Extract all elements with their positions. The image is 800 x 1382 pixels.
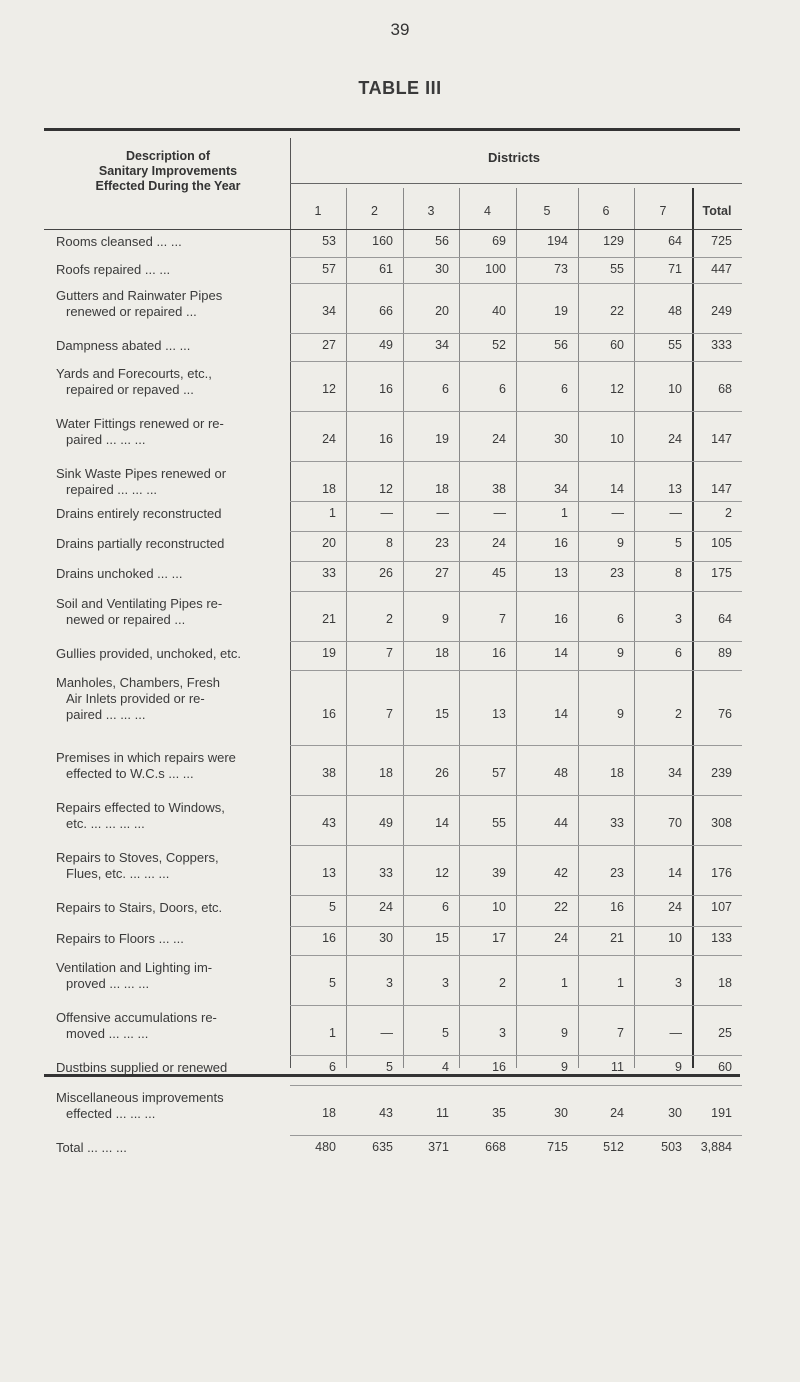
cell-district-7: 3	[675, 976, 682, 990]
cell-district-2: 24	[379, 900, 393, 914]
cell-district-2: —	[380, 506, 393, 520]
cell-district-5: 16	[554, 612, 568, 626]
cell-total: 3,884	[700, 1140, 732, 1154]
cell-district-6: 24	[610, 1106, 624, 1120]
row-description-line: Total ... ... ...	[56, 1140, 127, 1155]
cell-total: 333	[711, 338, 732, 352]
cell-district-5: 6	[561, 382, 568, 396]
cell-district-5: 16	[554, 536, 568, 550]
cell-district-3: 5	[442, 1026, 449, 1040]
cell-district-4: 7	[499, 612, 506, 626]
cell-district-4: 100	[485, 262, 506, 276]
row-description-line: Drains entirely reconstructed	[56, 506, 222, 521]
cell-district-6: 1	[617, 976, 624, 990]
cell-district-7: —	[669, 1026, 682, 1040]
cell-district-6: 9	[617, 536, 624, 550]
cell-district-5: 9	[561, 1060, 568, 1074]
cell-total: 2	[725, 506, 732, 520]
cell-district-6: 16	[610, 900, 624, 914]
cell-district-7: 503	[661, 1140, 682, 1154]
row-rule	[290, 561, 742, 562]
column-header-district-7: 7	[659, 204, 667, 218]
column-header-district-3: 3	[427, 204, 435, 218]
cell-district-3: 15	[435, 931, 449, 945]
row-description	[56, 288, 290, 320]
row-rule	[290, 845, 742, 846]
cell-total: 191	[711, 1106, 732, 1120]
row-description-line: Ventilation and Lighting im-	[56, 960, 213, 975]
cell-total: 68	[718, 382, 732, 396]
row-rule	[290, 591, 742, 592]
row-rule	[290, 1005, 742, 1006]
cell-district-1: 16	[322, 707, 336, 721]
cell-district-2: 2	[386, 612, 393, 626]
cell-district-2: 160	[372, 234, 393, 248]
cell-district-7: 64	[668, 234, 682, 248]
column-header-district-6: 6	[602, 204, 610, 218]
cell-district-1: 27	[322, 338, 336, 352]
row-description-line: Dampness abated ... ...	[56, 338, 191, 353]
row-description	[56, 536, 290, 552]
row-description	[56, 506, 290, 522]
row-rule	[290, 411, 742, 412]
cell-district-1: 57	[322, 262, 336, 276]
cell-district-2: 8	[386, 536, 393, 550]
row-description	[56, 960, 290, 992]
row-description-line: Dustbins supplied or renewed	[56, 1060, 228, 1075]
cell-district-7: 10	[668, 931, 682, 945]
cell-district-1: 480	[315, 1140, 336, 1154]
row-description-line: Miscellaneous improvements	[56, 1090, 224, 1105]
cell-total: 133	[711, 931, 732, 945]
description-header-line: Sanitary Improvements	[98, 164, 238, 178]
cell-district-2: 61	[379, 262, 393, 276]
cell-district-1: 33	[322, 566, 336, 580]
cell-total: 308	[711, 816, 732, 830]
cell-district-1: 24	[322, 432, 336, 446]
cell-district-7: 24	[668, 432, 682, 446]
cell-district-4: 38	[492, 482, 506, 496]
row-description-line: Rooms cleansed ... ...	[56, 234, 182, 249]
cell-district-2: 12	[379, 482, 393, 496]
row-description	[56, 1140, 290, 1156]
cell-district-1: 18	[322, 482, 336, 496]
cell-total: 176	[711, 866, 732, 880]
cell-district-6: 512	[603, 1140, 624, 1154]
cell-total: 249	[711, 304, 732, 318]
row-rule	[290, 955, 742, 956]
cell-district-5: 1	[561, 506, 568, 520]
cell-district-4: 39	[492, 866, 506, 880]
cell-district-3: 6	[442, 382, 449, 396]
cell-district-1: 53	[322, 234, 336, 248]
row-description-line: Gullies provided, unchoked, etc.	[56, 646, 241, 661]
cell-district-4: 55	[492, 816, 506, 830]
cell-district-1: 5	[329, 900, 336, 914]
row-description-line: paired ... ... ...	[66, 432, 146, 447]
cell-total: 64	[718, 612, 732, 626]
cell-district-5: 14	[554, 707, 568, 721]
page-number: 39	[390, 20, 410, 39]
cell-district-3: 11	[436, 1106, 449, 1120]
cell-district-6: 21	[610, 931, 624, 945]
column-header-district-2: 2	[371, 204, 378, 218]
cell-district-6: 60	[610, 338, 624, 352]
cell-district-3: 9	[442, 612, 449, 626]
cell-district-3: 4	[442, 1060, 449, 1074]
row-rule	[290, 257, 742, 258]
row-rule	[290, 531, 742, 532]
cell-district-2: 3	[386, 976, 393, 990]
table-title: TABLE III	[358, 78, 442, 98]
cell-district-4: 6	[499, 382, 506, 396]
row-description-line: moved ... ... ...	[66, 1026, 149, 1041]
cell-district-1: 18	[322, 1106, 336, 1120]
cell-district-2: 5	[386, 1060, 393, 1074]
cell-district-6: 12	[610, 382, 624, 396]
cell-district-6: 11	[611, 1060, 624, 1074]
row-description	[56, 1060, 290, 1076]
row-description-line: Premises in which repairs were	[56, 750, 236, 765]
cell-district-3: 371	[428, 1140, 449, 1154]
cell-district-3: 27	[435, 566, 449, 580]
cell-district-5: 24	[554, 931, 568, 945]
cell-district-7: 9	[675, 1060, 682, 1074]
row-description-line: etc. ... ... ... ...	[66, 816, 145, 831]
cell-district-4: 57	[492, 766, 506, 780]
cell-district-4: 668	[485, 1140, 506, 1154]
row-description-line: Drains unchoked ... ...	[56, 566, 183, 581]
cell-district-5: 194	[547, 234, 568, 248]
row-description-line: Repairs to Stoves, Coppers,	[56, 850, 219, 865]
cell-district-2: 16	[379, 432, 393, 446]
row-description	[56, 900, 290, 916]
description-column-header	[50, 149, 286, 194]
row-description-line: Yards and Forecourts, etc.,	[56, 366, 212, 381]
cell-district-4: —	[493, 506, 506, 520]
cell-district-1: 34	[322, 304, 336, 318]
row-description	[56, 800, 290, 832]
cell-district-2: 18	[379, 766, 393, 780]
row-description-line: repaired ... ... ...	[66, 482, 158, 497]
row-rule	[290, 1085, 742, 1086]
row-description-line: Repairs to Floors ... ...	[56, 931, 184, 946]
cell-district-4: 2	[499, 976, 506, 990]
cell-district-2: 7	[386, 646, 393, 660]
cell-district-5: 715	[547, 1140, 568, 1154]
cell-district-4: 69	[492, 234, 506, 248]
column-header-district-5: 5	[543, 204, 551, 218]
row-rule	[290, 283, 742, 284]
cell-district-6: 10	[610, 432, 624, 446]
row-description	[56, 366, 290, 398]
cell-district-1: 5	[329, 976, 336, 990]
cell-district-5: 22	[554, 900, 568, 914]
cell-district-7: 6	[675, 646, 682, 660]
cell-district-3: —	[436, 506, 449, 520]
row-description-line: Gutters and Rainwater Pipes	[56, 288, 223, 303]
cell-district-4: 45	[492, 566, 506, 580]
cell-district-7: 48	[668, 304, 682, 318]
cell-total: 60	[718, 1060, 732, 1074]
cell-district-5: 30	[554, 1106, 568, 1120]
row-description	[56, 234, 290, 250]
row-description-line: Drains partially reconstructed	[56, 536, 225, 551]
cell-total: 89	[718, 646, 732, 660]
row-description-line: effected to W.C.s ... ...	[66, 766, 194, 781]
cell-district-6: 129	[603, 234, 624, 248]
cell-total: 147	[711, 432, 732, 446]
row-description-line: Offensive accumulations re-	[56, 1010, 217, 1025]
row-description	[56, 931, 290, 947]
cell-total: 147	[711, 482, 732, 496]
row-description	[56, 646, 290, 662]
cell-total: 107	[711, 900, 732, 914]
cell-total: 239	[711, 766, 732, 780]
cell-district-5: 19	[554, 304, 568, 318]
cell-district-7: 70	[668, 816, 682, 830]
cell-district-2: 26	[379, 566, 393, 580]
cell-district-2: 30	[379, 931, 393, 945]
cell-district-6: —	[611, 506, 624, 520]
cell-district-3: 20	[435, 304, 449, 318]
cell-total: 175	[711, 566, 732, 580]
row-description-line: Manholes, Chambers, Fresh	[56, 675, 221, 690]
row-description-line: Roofs repaired ... ...	[56, 262, 171, 277]
cell-district-3: 18	[435, 482, 449, 496]
cell-district-1: 12	[322, 382, 336, 396]
row-rule	[290, 745, 742, 746]
cell-district-5: 9	[561, 1026, 568, 1040]
cell-district-7: 2	[675, 707, 682, 721]
row-rule	[290, 461, 742, 462]
cell-district-1: 19	[322, 646, 336, 660]
cell-district-1: 20	[322, 536, 336, 550]
cell-district-4: 40	[492, 304, 506, 318]
cell-total: 18	[718, 976, 732, 990]
cell-district-7: 71	[668, 262, 682, 276]
cell-district-2: 49	[379, 338, 393, 352]
cell-district-3: 14	[435, 816, 449, 830]
cell-district-7: 34	[668, 766, 682, 780]
cell-district-6: 55	[610, 262, 624, 276]
row-description	[56, 1010, 290, 1042]
cell-district-5: 14	[554, 646, 568, 660]
cell-district-1: 1	[329, 506, 336, 520]
cell-district-4: 52	[492, 338, 506, 352]
cell-district-3: 19	[435, 432, 449, 446]
row-description	[56, 750, 290, 782]
row-description-line: newed or repaired ...	[66, 612, 186, 627]
row-rule	[290, 501, 742, 502]
row-description-line: effected ... ... ...	[66, 1106, 156, 1121]
cell-district-4: 35	[492, 1106, 506, 1120]
row-description	[56, 566, 290, 582]
row-rule	[44, 229, 742, 230]
row-description-line: Flues, etc. ... ... ...	[66, 866, 170, 881]
cell-district-2: 49	[379, 816, 393, 830]
cell-district-2: —	[380, 1026, 393, 1040]
row-rule	[290, 641, 742, 642]
cell-district-1: 43	[322, 816, 336, 830]
column-header-total: Total	[702, 204, 732, 218]
row-description-line: paired ... ... ...	[66, 707, 146, 722]
cell-district-3: 18	[435, 646, 449, 660]
cell-district-6: 7	[617, 1026, 624, 1040]
cell-district-6: 9	[617, 707, 624, 721]
cell-total: 76	[718, 707, 732, 721]
row-description-line: Repairs effected to Windows,	[56, 800, 225, 815]
cell-total: 25	[718, 1026, 732, 1040]
cell-district-4: 13	[492, 707, 506, 721]
cell-district-4: 16	[492, 1060, 506, 1074]
row-rule	[290, 670, 742, 671]
cell-total: 105	[711, 536, 732, 550]
cell-district-5: 56	[554, 338, 568, 352]
cell-district-2: 635	[372, 1140, 393, 1154]
cell-district-6: 6	[617, 612, 624, 626]
cell-district-5: 48	[554, 766, 568, 780]
cell-district-3: 3	[442, 976, 449, 990]
cell-district-7: 55	[668, 338, 682, 352]
districts-header: Districts	[487, 150, 541, 165]
cell-district-4: 3	[499, 1026, 506, 1040]
cell-district-1: 16	[322, 931, 336, 945]
cell-district-6: 9	[617, 646, 624, 660]
cell-district-7: —	[669, 506, 682, 520]
cell-district-6: 18	[610, 766, 624, 780]
row-description	[56, 466, 290, 498]
cell-district-1: 13	[322, 866, 336, 880]
row-rule	[290, 361, 742, 362]
row-description-line: Water Fittings renewed or re-	[56, 416, 224, 431]
cell-district-6: 23	[610, 566, 624, 580]
cell-district-1: 6	[329, 1060, 336, 1074]
row-description-line: proved ... ... ...	[66, 976, 150, 991]
cell-district-3: 26	[435, 766, 449, 780]
row-description-line: repaired or repaved ...	[66, 382, 194, 397]
description-header-line: Effected During the Year	[95, 179, 241, 193]
row-description-line: Soil and Ventilating Pipes re-	[56, 596, 223, 611]
row-description-line: Repairs to Stairs, Doors, etc.	[56, 900, 223, 915]
cell-district-3: 15	[435, 707, 449, 721]
cell-district-7: 24	[668, 900, 682, 914]
row-description-line: Air Inlets provided or re-	[66, 691, 205, 706]
row-description	[56, 416, 290, 448]
cell-district-3: 34	[435, 338, 449, 352]
cell-district-3: 56	[435, 234, 449, 248]
row-description	[56, 262, 290, 278]
cell-district-5: 73	[554, 262, 568, 276]
cell-district-5: 1	[561, 976, 568, 990]
row-rule	[290, 1055, 742, 1056]
row-rule	[290, 926, 742, 927]
row-description	[56, 675, 290, 723]
cell-district-7: 8	[675, 566, 682, 580]
row-description	[56, 596, 290, 628]
cell-district-3: 23	[435, 536, 449, 550]
cell-district-1: 1	[329, 1026, 336, 1040]
row-description-line: Sink Waste Pipes renewed or	[56, 466, 227, 481]
cell-district-4: 24	[492, 432, 506, 446]
cell-total: 725	[711, 234, 732, 248]
cell-total: 447	[711, 262, 732, 276]
cell-district-5: 30	[554, 432, 568, 446]
cell-district-7: 30	[668, 1106, 682, 1120]
row-rule	[290, 895, 742, 896]
cell-district-2: 16	[379, 382, 393, 396]
row-description	[56, 850, 290, 882]
cell-district-2: 7	[386, 707, 393, 721]
cell-district-3: 30	[435, 262, 449, 276]
cell-district-5: 34	[554, 482, 568, 496]
cell-district-6: 23	[610, 866, 624, 880]
cell-district-7: 10	[668, 382, 682, 396]
cell-district-6: 14	[610, 482, 624, 496]
column-header-district-1: 1	[314, 204, 322, 218]
cell-district-7: 3	[675, 612, 682, 626]
cell-district-1: 38	[322, 766, 336, 780]
cell-district-1: 21	[322, 612, 336, 626]
top-rule	[44, 128, 740, 131]
column-header-district-4: 4	[484, 204, 491, 218]
cell-district-2: 66	[379, 304, 393, 318]
cell-district-7: 13	[668, 482, 682, 496]
cell-district-5: 42	[554, 866, 568, 880]
cell-district-4: 24	[492, 536, 506, 550]
row-description	[56, 338, 290, 354]
row-rule	[290, 183, 742, 184]
row-description-line: renewed or repaired ...	[66, 304, 197, 319]
row-rule	[290, 1135, 742, 1136]
description-header-line: Description of	[125, 149, 211, 163]
row-rule	[290, 795, 742, 796]
cell-district-2: 43	[379, 1106, 393, 1120]
cell-district-4: 17	[492, 931, 506, 945]
cell-district-2: 33	[379, 866, 393, 880]
cell-district-7: 14	[668, 866, 682, 880]
column-rule	[290, 138, 291, 1068]
cell-district-7: 5	[675, 536, 682, 550]
cell-district-6: 22	[610, 304, 624, 318]
cell-district-4: 10	[492, 900, 506, 914]
cell-district-5: 13	[554, 566, 568, 580]
cell-district-6: 33	[610, 816, 624, 830]
cell-district-3: 12	[435, 866, 449, 880]
cell-district-3: 6	[442, 900, 449, 914]
row-rule	[290, 333, 742, 334]
cell-district-4: 16	[492, 646, 506, 660]
row-description	[56, 1090, 290, 1122]
cell-district-5: 44	[554, 816, 568, 830]
